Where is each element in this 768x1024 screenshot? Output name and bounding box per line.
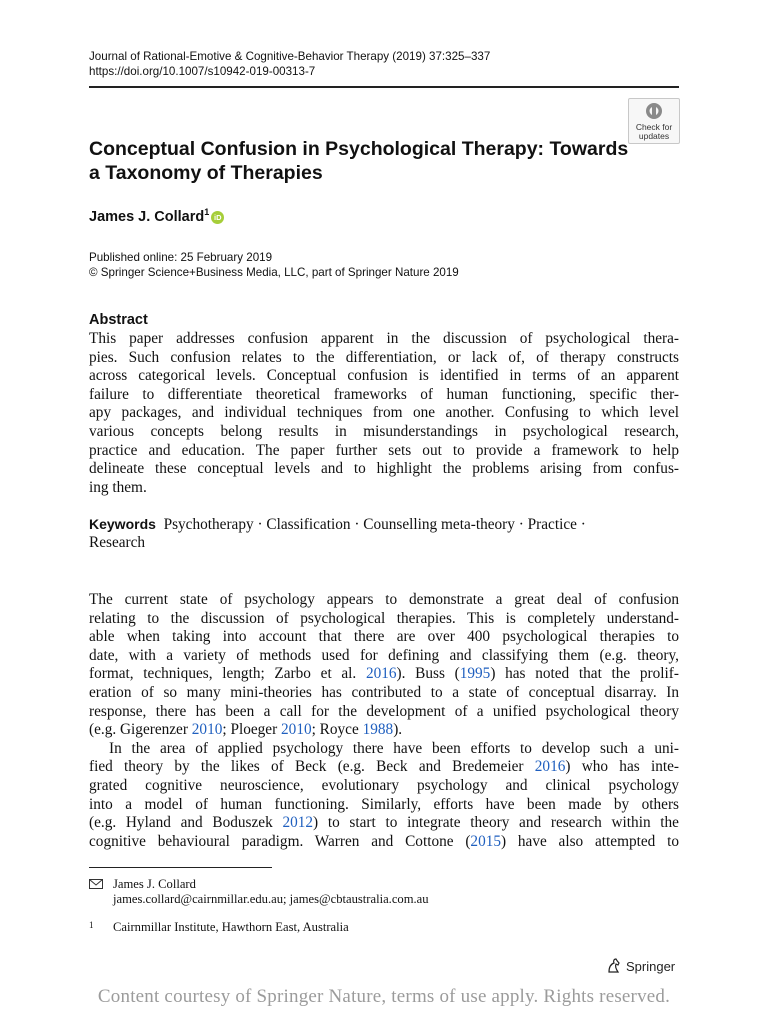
keywords [89, 515, 679, 552]
body-text: ) who has inte- [565, 758, 679, 776]
body-text: ; Ploeger [222, 721, 282, 739]
body-text: ) have also attempted to [501, 832, 679, 850]
body-line [89, 647, 679, 666]
envelope-icon [89, 879, 103, 889]
abstract-line: ing them. [89, 478, 147, 496]
main-body-text [89, 591, 679, 851]
body-line [89, 591, 679, 610]
citation-link[interactable]: 2016 [534, 758, 566, 776]
body-text: fied theory by the likes of Beck (e.g. Beck and Bredemeier [89, 758, 535, 776]
courtesy-notice: Content courtesy of Springer Nature, terms of use apply. Rights reserved. [97, 986, 671, 1007]
body-line [89, 758, 679, 777]
body-text: eration of so many mini-theories has contributed to a state of conceptual disarray. In [89, 683, 679, 701]
body-text: ) has noted that the prolif- [490, 665, 679, 683]
springer-horse-icon [606, 958, 622, 974]
journal-citation: Journal of Rational-Emotive & Cognitive-Behavior Therapy (2019) 37:325–337 [89, 50, 491, 63]
citation-link[interactable]: 2012 [282, 814, 314, 832]
body-line [89, 777, 679, 796]
body-line [89, 684, 679, 703]
citation-link[interactable]: 2010 [191, 721, 223, 739]
publisher-name: Springer [626, 959, 676, 974]
keywords-list: Psychotherapy · Classification · Counselling meta-theory · Practice · [163, 516, 586, 533]
doi-link[interactable]: https://doi.org/10.1007/s10942-019-00313-7 [89, 65, 316, 78]
abstract-line: apy packages, and individual techniques from one another. Confusing to which level [89, 404, 679, 422]
abstract-body [89, 330, 679, 497]
author [89, 207, 224, 225]
body-text: The current state of psychology appears to demonstrate a great deal of confusion [89, 591, 679, 608]
body-line [89, 610, 679, 629]
body-text: ; Royce [311, 721, 363, 739]
abstract-heading: Abstract [89, 312, 148, 328]
check-for-updates-badge[interactable] [628, 98, 680, 144]
author-name: James J. Collard [89, 208, 205, 225]
abstract-line: delineate these conceptual levels and to highlight the problems arising from confus- [89, 460, 679, 478]
body-line [89, 665, 679, 684]
body-line [89, 628, 679, 647]
orcid-icon[interactable]: iD [211, 211, 224, 224]
body-line [89, 740, 679, 759]
badge-label: Check for updates [635, 122, 673, 141]
keywords-label: Keywords [89, 516, 156, 532]
copyright: © Springer Science+Business Media, LLC, part of Springer Nature 2019 [89, 266, 459, 279]
body-line [89, 833, 679, 852]
body-line [89, 721, 679, 740]
abstract-line: various concepts belong results in misunderstandings in psychological research, [89, 422, 679, 440]
keywords-list-cont: Research [89, 533, 146, 551]
corresponding-author-name: James J. Collard [113, 877, 196, 891]
body-text: ). Buss ( [396, 665, 460, 683]
abstract-line: pies. Such confusion relates to the differentiation, or lack of, of therapy constructs [89, 348, 679, 366]
body-text: grated cognitive neuroscience, evolutionary psychology and clinical psychology [89, 776, 679, 794]
bookmark-icon [645, 102, 663, 122]
body-text: ) to start to integrate theory and research within the [313, 814, 679, 832]
citation-link[interactable]: 1988 [362, 721, 394, 739]
springer-logo [606, 958, 675, 974]
affiliation-text: Cairnmillar Institute, Hawthorn East, Australia [113, 920, 349, 934]
corresponding-author-emails[interactable]: james.collard@cairnmillar.edu.au; james@cbtaustralia.com.au [113, 892, 429, 906]
body-text: date, with a variety of methods used for defining and classifying them (e.g. theory, [89, 646, 679, 664]
abstract-line: practice and education. The paper further sets out to provide a framework to help [89, 441, 679, 459]
citation-link[interactable]: 2016 [365, 665, 397, 683]
body-line [89, 796, 679, 815]
body-text: (e.g. Hyland and Boduszek [89, 814, 283, 832]
published-date: Published online: 25 February 2019 [89, 251, 273, 264]
body-text: response, there has been a call for the development of a unified psychological theory [89, 702, 679, 720]
affiliation-number: 1 [89, 920, 94, 930]
body-text: (e.g. Gigerenzer [89, 721, 192, 739]
body-line [89, 703, 679, 722]
citation-link[interactable]: 2010 [281, 721, 312, 739]
header-rule [89, 86, 679, 88]
abstract-line: This paper addresses confusion apparent in the discussion of psychological thera- [89, 330, 679, 347]
citation-link[interactable]: 1995 [459, 665, 491, 683]
body-text: into a model of human functioning. Similarly, efforts have been made by others [89, 795, 679, 813]
footnote-rule [89, 867, 272, 868]
paper-title: Conceptual Confusion in Psychological Therapy: Towards a Taxonomy of Therapies [89, 138, 629, 184]
body-text: cognitive behavioural paradigm. Warren and Cottone ( [89, 832, 471, 850]
body-text: relating to the discussion of psychological therapies. This is completely understand- [89, 609, 679, 627]
citation-link[interactable]: 2015 [470, 832, 502, 850]
body-text: ). [393, 721, 403, 739]
body-text: able when taking into account that there are over 400 psychological therapies to [89, 628, 679, 646]
abstract-line: failure to differentiate theoretical frameworks of human functioning, specific ther- [89, 385, 679, 403]
body-text: format, techniques, length; Zarbo et al. [89, 665, 366, 683]
affiliation-mark: 1 [204, 207, 210, 217]
body-text: In the area of applied psychology there have been efforts to develop such a uni- [109, 739, 679, 757]
abstract-line: across categorical levels. Conceptual confusion is identified in terms of an apparent [89, 367, 679, 385]
body-line [89, 814, 679, 833]
